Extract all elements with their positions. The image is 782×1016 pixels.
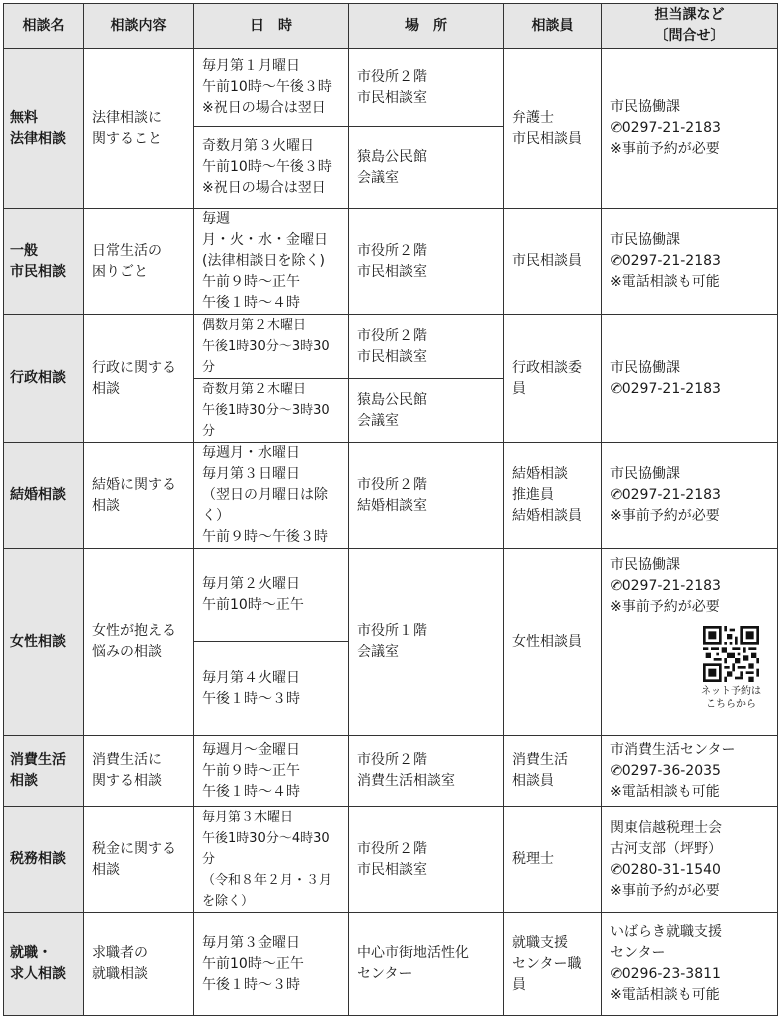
consult-place: 市役所２階 結婚相談室: [349, 443, 504, 549]
consult-datetime: 奇数月第３火曜日 午前10時～午後３時 ※祝日の場合は翌日: [194, 127, 349, 209]
consult-place: 猿島公民館 会議室: [349, 127, 504, 209]
consult-place: 中心市街地活性化 センター: [349, 913, 504, 1016]
consult-staff: 女性相談員: [504, 549, 602, 736]
consult-staff: 弁護士 市民相談員: [504, 49, 602, 209]
consult-contact: [602, 549, 778, 736]
consult-datetime: 毎月第３金曜日 午前10時～正午 午後１時～３時: [194, 913, 349, 1016]
contact-note: ※電話相談も可能: [610, 274, 720, 290]
table-row: [4, 315, 778, 379]
header-staff: 相談員: [504, 4, 602, 49]
consult-name: 就職・ 求人相談: [4, 913, 84, 1016]
phone-icon: ✆: [607, 576, 625, 596]
tel-number: 0296-23-3811: [621, 966, 721, 982]
contact-note: ※事前予約が必要: [610, 508, 720, 524]
tel-line: [607, 251, 769, 272]
consult-contact: [602, 913, 778, 1016]
consult-datetime: 毎月第２火曜日 午前10時～正午: [194, 549, 349, 642]
tel-number: 0297-21-2183: [621, 380, 721, 397]
consult-name: 行政相談: [4, 315, 84, 443]
consult-name: 一般 市民相談: [4, 209, 84, 315]
dept-name: 市消費生活センター: [610, 741, 736, 758]
contact-note: ※電話相談も可能: [610, 783, 720, 800]
consult-datetime: 毎月第１月曜日 午前10時～午後３時 ※祝日の場合は翌日: [194, 49, 349, 127]
consult-datetime: 毎月第４火曜日 午後１時～３時: [194, 642, 349, 736]
dept-name: 市民協働課: [610, 232, 680, 248]
consult-staff: 結婚相談 推進員 結婚相談員: [504, 443, 602, 549]
tel-number: 0297-21-2183: [621, 253, 721, 269]
consult-place: 市役所２階 消費生活相談室: [349, 736, 504, 807]
header-datetime: 日 時: [194, 4, 349, 49]
consult-datetime: 偶数月第２木曜日 午後1時30分～3時30分: [194, 315, 349, 379]
consult-datetime: 奇数月第２木曜日 午後1時30分～3時30分: [194, 379, 349, 443]
tel-line: [607, 379, 769, 400]
consult-name: 無料 法律相談: [4, 49, 84, 209]
consult-datetime: 毎月第３木曜日 午後1時30分～4時30分 （令和８年２月・３月 を除く）: [194, 807, 349, 913]
dept-name: いばらき就職支援 センター: [610, 924, 722, 961]
consult-datetime: 毎週 月・火・水・金曜日 (法律相談日を除く) 午前９時～正午 午後１時～４時: [194, 209, 349, 315]
consult-contact: [602, 443, 778, 549]
consult-contact: [602, 807, 778, 913]
phone-icon: ✆: [607, 761, 625, 781]
consult-content: 行政に関する 相談: [84, 315, 194, 443]
table-row: [4, 913, 778, 1016]
contact-note: ※電話相談も可能: [610, 987, 720, 1003]
consult-datetime: 毎週月・水曜日 毎月第３日曜日 （翌日の月曜日は除く） 午前９時～午後３時: [194, 443, 349, 549]
phone-icon: ✆: [607, 251, 625, 271]
consult-datetime: 毎週月～金曜日 午前９時～正午 午後１時～４時: [194, 736, 349, 807]
consult-staff: 市民相談員: [504, 209, 602, 315]
tel-line: [607, 860, 769, 881]
contact-note: ※事前予約が必要: [610, 141, 720, 157]
consult-name: 結婚相談: [4, 443, 84, 549]
consult-content: 求職者の 就職相談: [84, 913, 194, 1016]
table-row: [4, 736, 778, 807]
tel-number: 0297-21-2183: [621, 487, 721, 503]
consult-name: 消費生活 相談: [4, 736, 84, 807]
dept-name: 市民協働課: [610, 557, 680, 573]
header-content: 相談内容: [84, 4, 194, 49]
table-row: [4, 49, 778, 127]
table-row: [4, 443, 778, 549]
consult-contact: [602, 736, 778, 807]
tel-number: 0280-31-1540: [621, 861, 721, 878]
consult-staff: 行政相談委員: [504, 315, 602, 443]
consult-place: 市役所２階 市民相談室: [349, 807, 504, 913]
header-dept: 担当課など 〔問合せ〕: [602, 4, 778, 49]
tel-line: [607, 761, 769, 782]
dept-name: 市民協働課: [610, 359, 680, 376]
header-place: 場 所: [349, 4, 504, 49]
consult-name: 税務相談: [4, 807, 84, 913]
consult-content: 日常生活の 困りごと: [84, 209, 194, 315]
dept-name: 市民協働課: [610, 466, 680, 482]
table-row: [4, 807, 778, 913]
table-row: [4, 549, 778, 642]
consult-place: 市役所２階 市民相談室: [349, 209, 504, 315]
contact-note: ※事前予約が必要: [610, 882, 720, 899]
consult-contact: [602, 209, 778, 315]
consult-place: 市役所１階 会議室: [349, 549, 504, 736]
qr-code-icon[interactable]: [703, 626, 759, 682]
consult-staff: 就職支援 センター職員: [504, 913, 602, 1016]
header-row: [4, 4, 778, 49]
tel-line: [607, 118, 769, 139]
contact-note: ※事前予約が必要: [610, 599, 720, 615]
consult-content: 法律相談に 関すること: [84, 49, 194, 209]
dept-name: 関東信越税理士会 古河支部（坪野）: [610, 819, 722, 857]
header-name: 相談名: [4, 4, 84, 49]
phone-icon: ✆: [607, 485, 625, 505]
tel-number: 0297-36-2035: [621, 762, 721, 779]
phone-icon: ✆: [607, 118, 625, 138]
qr-block: [610, 626, 759, 711]
consult-place: 市役所２階 市民相談室: [349, 49, 504, 127]
consult-contact: [602, 315, 778, 443]
tel-line: [607, 576, 769, 597]
table-row: [4, 209, 778, 315]
tel-line: [607, 485, 769, 506]
consult-content: 消費生活に 関する相談: [84, 736, 194, 807]
consult-content: 結婚に関する 相談: [84, 443, 194, 549]
tel-line: [607, 964, 769, 985]
tel-number: 0297-21-2183: [621, 120, 721, 136]
consult-place: 市役所２階 市民相談室: [349, 315, 504, 379]
phone-icon: ✆: [607, 379, 625, 399]
consultation-table: [3, 3, 778, 1016]
dept-name: 市民協働課: [610, 99, 680, 115]
consult-staff: 消費生活 相談員: [504, 736, 602, 807]
phone-icon: ✆: [607, 964, 625, 984]
consult-staff: 税理士: [504, 807, 602, 913]
qr-caption: ネット予約は こちらから: [701, 686, 761, 710]
phone-icon: ✆: [607, 860, 625, 880]
tel-number: 0297-21-2183: [621, 578, 721, 594]
consult-place: 猿島公民館 会議室: [349, 379, 504, 443]
consult-name: 女性相談: [4, 549, 84, 736]
consult-contact: [602, 49, 778, 209]
consult-content: 女性が抱える 悩みの相談: [84, 549, 194, 736]
consult-content: 税金に関する 相談: [84, 807, 194, 913]
